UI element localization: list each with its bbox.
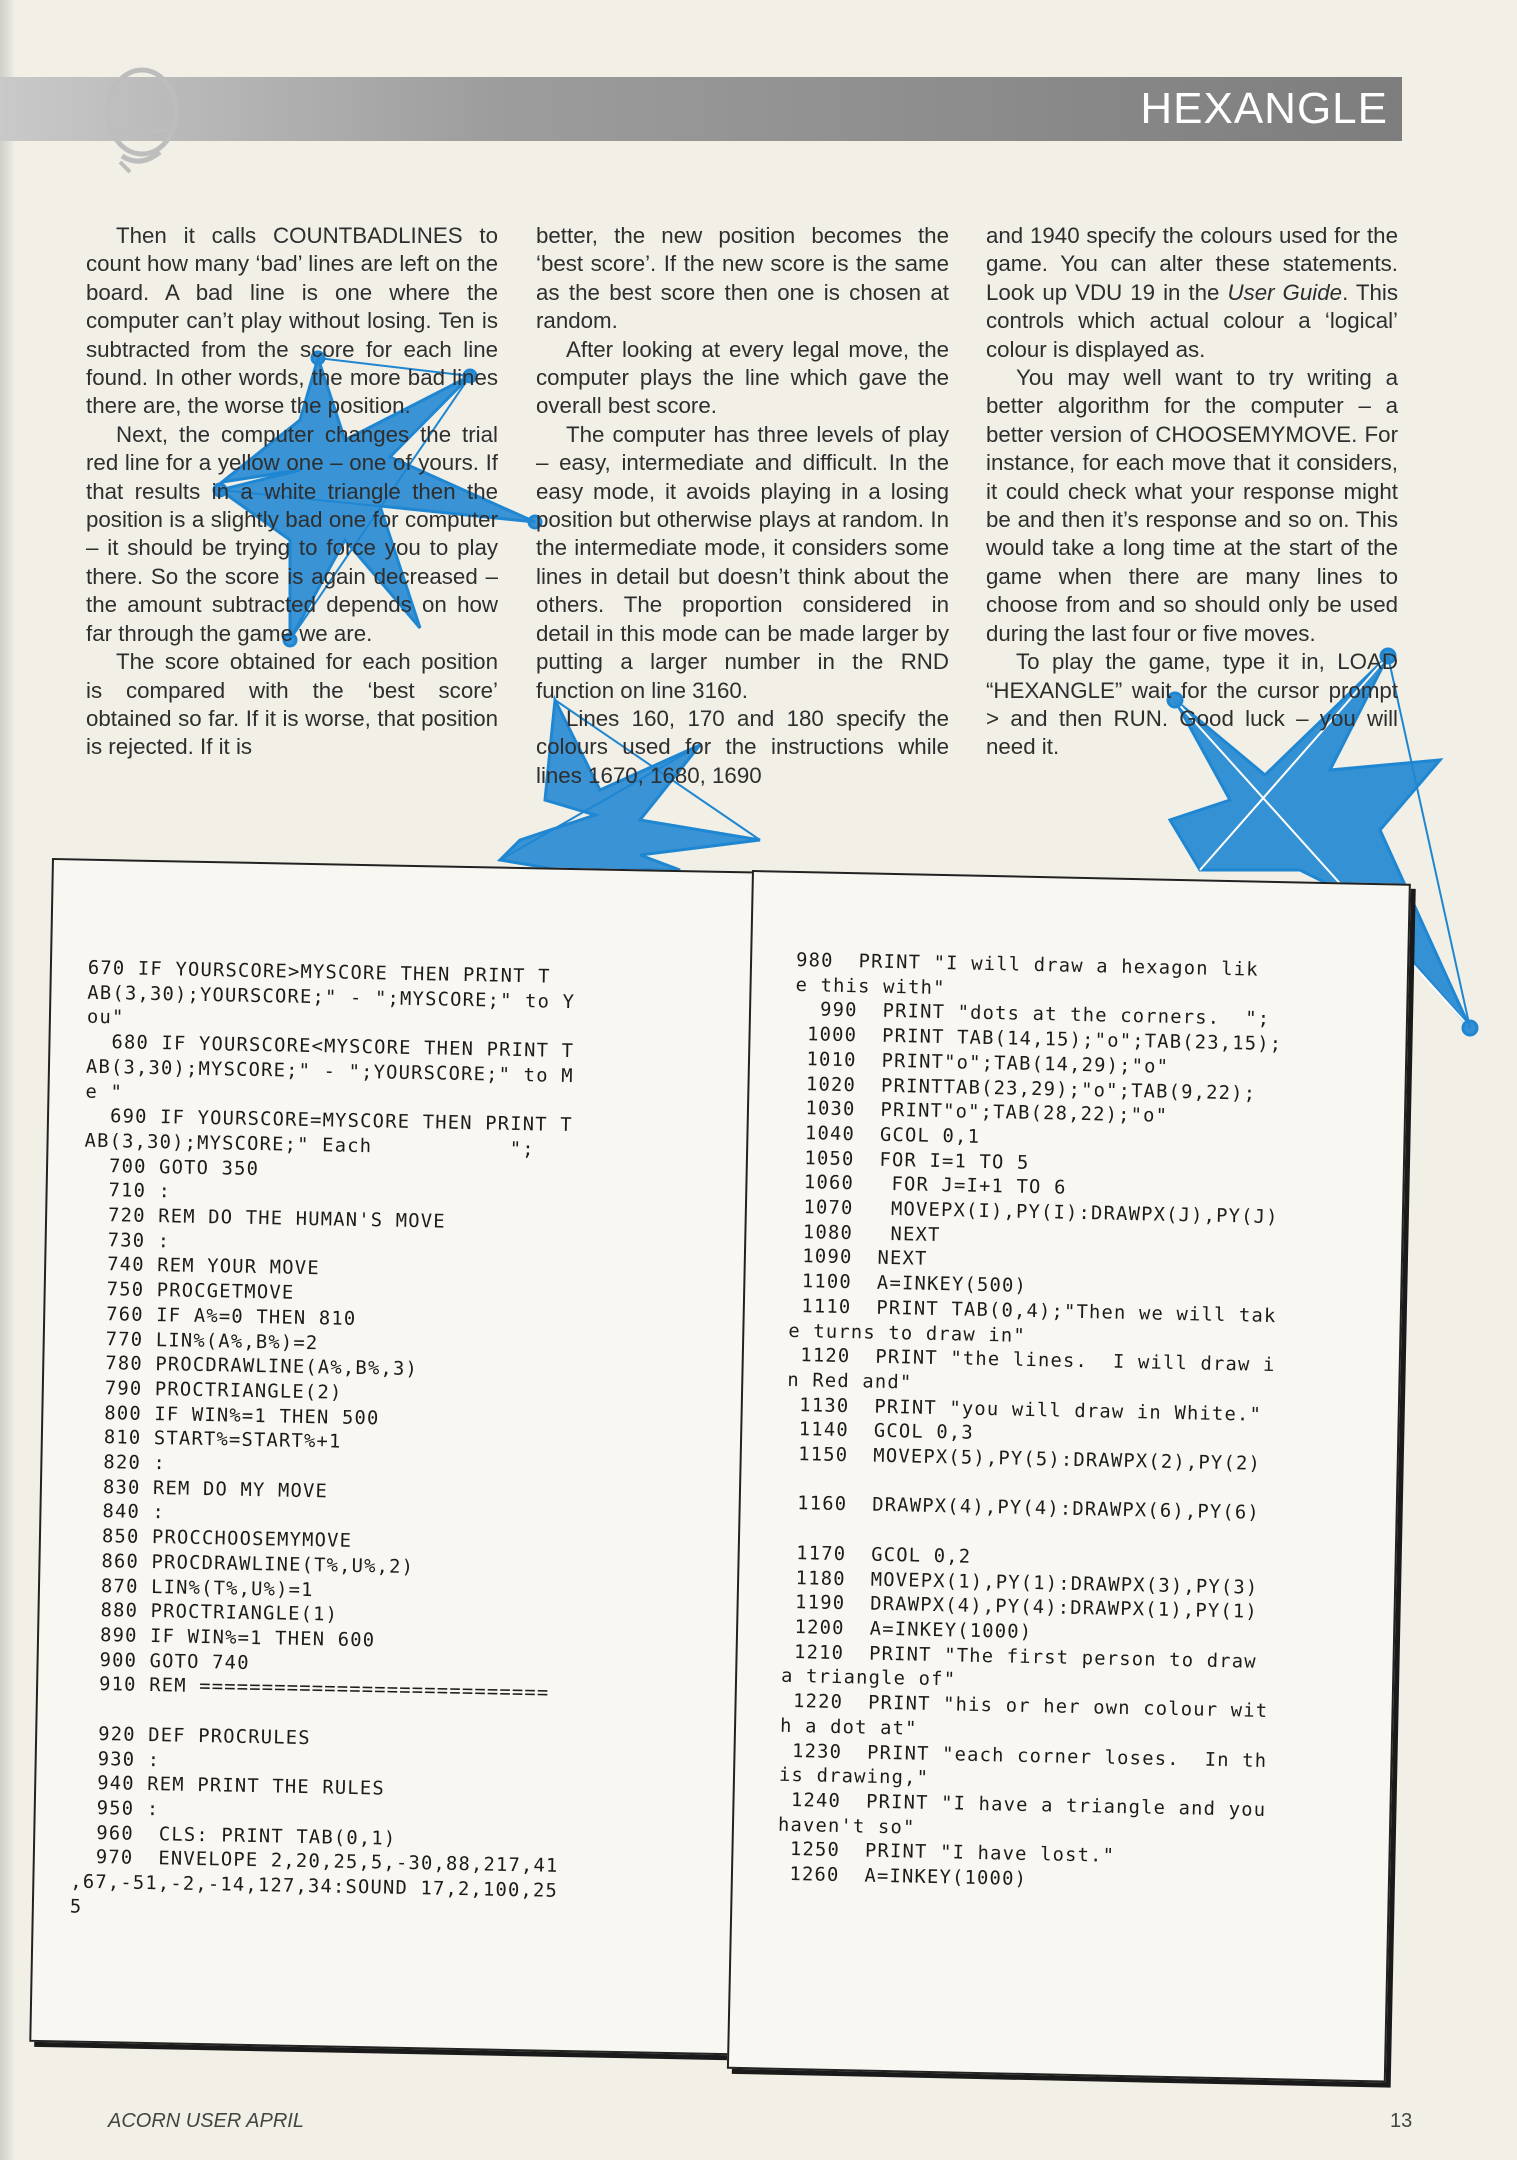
code-text: 980 PRINT "I will draw a hexagon lik e this with" 990 PRINT "dots at the corners. "; 1000 PRINT TAB(14,15);"o";TAB(23,15); 1010 PRINT"o";TAB(14,29);"o" 1020 PRINTTAB(23,29);"o";TAB(9,22); 1030 PRINT"o";TAB(28,22);"o" 1040 GCOL 0,1 1050 FOR I=1 TO 5 1060 FOR J=I+1 TO 6 1070 MOVEPX(I),PY(I):DRAWPX(J),PY(J) 1080 NEXT 1090 NEXT 1100 A=INKEY(500) 1110 PRINT TAB(0,4);"Then we will tak e turns to draw in" 1120 PRINT "the lines. I will draw i n Red and" 1130 PRINT "you will draw in White." 1140 GCOL 0,3 1150 MOVEPX(5),PY(5):DRAWPX(2),PY(2) 1160 DRAWPX(4),PY(4):DRAWPX(6),PY(6) 1170 GCOL 0,2 1180 MOVEPX(1),PY(1):DRAWPX(3),PY(3) 1190 DRAWPX(4),PY(4):DRAWPX(1),PY(1) 1200 A=INKEY(1000) 1210 PRINT "The first person to draw a triangle of" 1220 PRINT "his or her own colour wit h a dot at" 1230 PRINT "each corner loses. In th is drawing," 1240 PRINT "I have a triangle and you haven't so" 1250 PRINT "I have lost." 1260 A=INKEY(1000) [776,949,1283,1890]
paragraph: The computer has three levels of play – easy, intermediate and difficult. In the easy mode, it avoids playing in a losing position but otherwise plays at random. In the intermediate mode, it considers some lines in detail but doesn’t think about the others. The proportion considered in detail in this mode can be made larger by putting a larger number in the RND function on line 3160. [536,421,949,703]
paragraph: You may well want to try writing a better algorithm for the computer – a better version of CHOOSEMYMOVE. For instance, for each move that it considers, it could check what your response might be and then it’s response and so on. This would take a long time at the start of the game when there are many lines to choose from and so should only be used during the last four or five moves. [986,365,1398,646]
code-listing-left [29,858,778,2056]
paragraph: The score obtained for each position is compared with the ‘best score’ obtained so far. If it is worse, that position is rejected. If it is [86,649,498,760]
italic-text: User Guide [1227,279,1343,305]
footer-publication: ACORN USER APRIL [108,2110,304,2132]
paragraph: better, the new position becomes the ‘best score’. If the new score is the same as the best score then one is chosen at random. [536,223,949,334]
code-text: 670 IF YOURSCORE>MYSCORE THEN PRINT T AB(3,30);YOURSCORE;" - ";MYSCORE;" to Y ou" 680 IF YOURSCORE<MYSCORE THEN PRINT T AB(3,30);MYSCORE;" - ";YOURSCORE;" to M e " 690 IF YOURSCORE=MYSCORE THEN PRINT T AB(3,30);MYSCORE;" Each "; 700 GOTO 350 710 : 720 REM DO THE HUMAN'S MOVE 730 : 740 REM YOUR MOVE 750 PROCGETMOVE 760 IF A%=0 THEN 810 770 LIN%(A%,B%)=2 780 PROCDRAWLINE(A%,B%,3) 790 PROCTRIANGLE(2) 800 IF WIN%=1 THEN 500 810 START%=START%+1 820 : 830 REM DO MY MOVE 840 : 850 PROCCHOOSEMYMOVE 860 PROCDRAWLINE(T%,U%,2) 870 LIN%(T%,U%)=1 880 PROCTRIANGLE(1) 890 IF WIN%=1 THEN 600 900 GOTO 740 910 REM ============================ 920 DEF PROCRULES 930 : 940 REM PRINT THE RULES 950 : 960 CLS: PRINT TAB(0,1) 970 ENVELOPE 2,20,25,5,-30,88,217,41 ,67,-51,-2,-14,127,34:SOUND 17,2,100,25 5 [69,957,576,1918]
article-column-2 [536,222,949,790]
text-run: and 1940 specify the colours used for the game. You can alter these statements. Look up VDU 19 in the [986,223,1398,305]
paragraph [986,222,1398,364]
paragraph: Lines 160, 170 and 180 specify the colours used for the instructions while lines 1670, 1680, 1690 [536,705,949,788]
page-number: 13 [1390,2110,1413,2132]
page-title: HEXANGLE [1140,84,1388,133]
article-column-3 [986,222,1398,762]
paragraph: To play the game, type it in, LOAD “HEXANGLE” wait for the cursor prompt > and then RUN. Good luck – you will need it. [986,649,1398,760]
code-listing-right [727,870,1411,2083]
paragraph: Then it calls COUNTBADLINES to count how many ‘bad’ lines are left on the board. A bad line is one where the computer can’t play without losing. Ten is subtracted from the score for each line found. In other words, the more bad lines there are, the worse the position. [86,223,498,419]
paragraph: After looking at every legal move, the computer plays the line which gave the overall best score. [536,336,949,419]
text-run: . This controls which actual colour a ‘logical’ colour is displayed as. [986,279,1398,362]
article-column-1 [86,222,498,762]
paragraph: Next, the computer changes the trial red line for a yellow one – one of yours. If that results in a white triangle then the position is a slightly bad one for computer – it should be trying to force you to play there. So the score is again decreased – the amount subtracted depends on how far through the game we are. [86,421,498,646]
